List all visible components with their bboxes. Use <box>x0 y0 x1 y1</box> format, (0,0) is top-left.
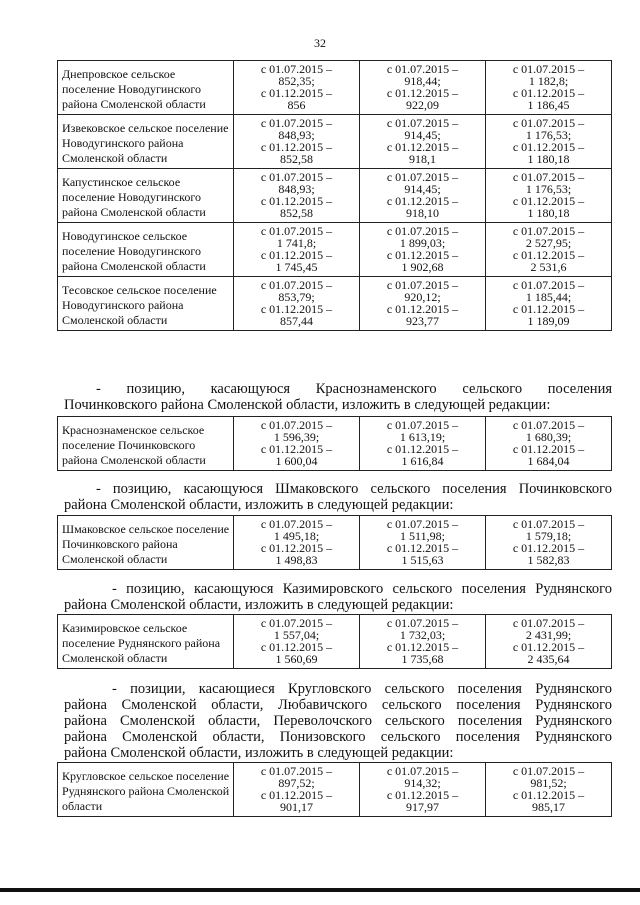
table-row <box>58 277 612 331</box>
tariff-value-line: 852,58 <box>280 152 313 166</box>
paragraph-line: района Смоленской области, Любавичского сельского поселения Руднянского <box>64 697 612 713</box>
paragraph-kazimirovskoe <box>64 581 612 613</box>
tariff-value-line: 1 732,03; <box>399 628 446 642</box>
tariff-cell <box>360 115 486 169</box>
tariff-cell <box>486 763 612 817</box>
table-row <box>58 169 612 223</box>
tariff-value-line: 1 899,03; <box>399 236 446 250</box>
tariff-value-line: 852,58 <box>280 206 313 220</box>
settlement-name: Тесовское сельское поселение Новодугинского района Смоленской области <box>58 277 234 331</box>
tariff-value-line: 1 596,39; <box>273 430 320 444</box>
tariff-cell <box>486 277 612 331</box>
tariff-cell <box>360 763 486 817</box>
tariff-cell <box>234 61 360 115</box>
tariff-value-line: с 01.12.2015 – <box>386 302 459 316</box>
tariff-cell <box>360 417 486 471</box>
settlement-name: Краснознаменское сельское поселение Починковского района Смоленской области <box>58 417 234 471</box>
table-row <box>58 763 612 817</box>
tariff-value-line: 918,10 <box>406 206 439 220</box>
tariff-value-line: с 01.12.2015 – <box>512 788 585 802</box>
bottom-border <box>0 888 640 892</box>
tariff-value-line: 985,17 <box>532 800 565 814</box>
tariff-value-line: с 01.07.2015 – <box>260 418 333 432</box>
tariff-value-line: 1 902,68 <box>401 260 444 274</box>
tariff-value-line: 1 182,8; <box>528 74 569 88</box>
tariff-value-line: 1 185,44; <box>525 290 572 304</box>
tariff-table-novodugino <box>57 60 612 331</box>
tariff-value-line: 1 180,18 <box>527 206 570 220</box>
tariff-value-line: с 01.07.2015 – <box>512 62 585 76</box>
tariff-value-line: 918,1 <box>409 152 436 166</box>
tariff-value-line: с 01.12.2015 – <box>512 302 585 316</box>
tariff-value-line: с 01.12.2015 – <box>386 442 459 456</box>
tariff-value-line: с 01.07.2015 – <box>512 116 585 130</box>
tariff-value-line: 1 680,39; <box>525 430 572 444</box>
tariff-value-line: 1 515,63 <box>401 553 444 567</box>
tariff-cell <box>486 516 612 570</box>
tariff-value-line: 897,52; <box>278 776 315 790</box>
tariff-cell <box>234 516 360 570</box>
table-row <box>58 223 612 277</box>
paragraph-shmakovskoe <box>64 481 612 513</box>
tariff-value-line: с 01.12.2015 – <box>260 640 333 654</box>
tariff-cell <box>234 615 360 669</box>
tariff-value-line: 923,77 <box>406 314 439 328</box>
tariff-value-line: с 01.07.2015 – <box>260 224 333 238</box>
tariff-value-line: с 01.12.2015 – <box>512 248 585 262</box>
tariff-value-line: 848,93; <box>278 182 315 196</box>
tariff-value-line: с 01.07.2015 – <box>512 517 585 531</box>
table-row <box>58 516 612 570</box>
tariff-value-line: с 01.12.2015 – <box>260 86 333 100</box>
tariff-value-line: с 01.07.2015 – <box>386 116 459 130</box>
tariff-cell <box>486 61 612 115</box>
tariff-value-line: 1 189,09 <box>527 314 570 328</box>
tariff-value-line: с 01.12.2015 – <box>260 248 333 262</box>
tariff-value-line: с 01.12.2015 – <box>512 541 585 555</box>
tariff-value-line: с 01.07.2015 – <box>260 517 333 531</box>
tariff-value-line: с 01.12.2015 – <box>386 86 459 100</box>
tariff-value-line: 1 579,18; <box>525 529 572 543</box>
tariff-value-line: с 01.12.2015 – <box>386 194 459 208</box>
tariff-value-line: 1 735,68 <box>401 652 444 666</box>
tariff-value-line: 914,32; <box>404 776 441 790</box>
tariff-value-line: с 01.12.2015 – <box>260 140 333 154</box>
tariff-value-line: 914,45; <box>404 128 441 142</box>
settlement-name: Извековское сельское поселение Новодугинского района Смоленской области <box>58 115 234 169</box>
tariff-value-line: с 01.12.2015 – <box>386 788 459 802</box>
paragraph-line: - позицию, касающуюся Шмаковского сельского поселения Починковского <box>96 481 612 497</box>
tariff-value-line: 1 557,04; <box>273 628 320 642</box>
tariff-value-line: 1 180,18 <box>527 152 570 166</box>
paragraph-line: района Смоленской области, Переволочского сельского поселения Руднянского <box>64 713 612 729</box>
tariff-value-line: с 01.12.2015 – <box>512 140 585 154</box>
tariff-value-line: с 01.12.2015 – <box>512 640 585 654</box>
tariff-value-line: с 01.07.2015 – <box>386 418 459 432</box>
tariff-value-line: с 01.12.2015 – <box>386 248 459 262</box>
tariff-cell <box>360 169 486 223</box>
tariff-value-line: 857,44 <box>280 314 313 328</box>
tariff-value-line: 914,45; <box>404 182 441 196</box>
tariff-value-line: с 01.07.2015 – <box>260 616 333 630</box>
tariff-value-line: с 01.12.2015 – <box>260 194 333 208</box>
paragraph-line: - позицию, касающуюся Краснознаменского сельского поселения <box>96 381 612 397</box>
tariff-value-line: 1 741,8; <box>276 236 317 250</box>
tariff-value-line: 2 435,64 <box>527 652 570 666</box>
tariff-value-line: с 01.07.2015 – <box>512 616 585 630</box>
tariff-value-line: с 01.12.2015 – <box>386 140 459 154</box>
tariff-value-line: 1 176,53; <box>525 182 572 196</box>
tariff-value-line: 848,93; <box>278 128 315 142</box>
paragraph-line: района Смоленской области, Понизовского сельского поселения Руднянского <box>64 729 612 745</box>
tariff-cell <box>360 615 486 669</box>
tariff-table-kazimirovskoe <box>57 614 612 669</box>
paragraph-kruglovskoe <box>64 681 612 761</box>
tariff-value-line: с 01.07.2015 – <box>260 278 333 292</box>
tariff-cell <box>486 615 612 669</box>
tariff-value-line: с 01.07.2015 – <box>512 170 585 184</box>
tariff-table-krasnoznamenskoe <box>57 416 612 471</box>
tariff-cell <box>360 277 486 331</box>
tariff-value-line: 1 176,53; <box>525 128 572 142</box>
tariff-cell <box>486 417 612 471</box>
paragraph-line: - позиции, касающиеся Кругловского сельского поселения Руднянского <box>112 681 612 697</box>
tariff-value-line: 1 613,19; <box>399 430 446 444</box>
tariff-value-line: 852,35; <box>278 74 315 88</box>
table-row <box>58 61 612 115</box>
tariff-value-line: 1 511,98; <box>400 529 445 543</box>
tariff-value-line: с 01.07.2015 – <box>512 418 585 432</box>
tariff-cell <box>360 61 486 115</box>
tariff-value-line: с 01.07.2015 – <box>260 116 333 130</box>
tariff-value-line: с 01.12.2015 – <box>260 302 333 316</box>
tariff-value-line: 1 186,45 <box>527 98 570 112</box>
tariff-table-shmakovskoe <box>57 515 612 570</box>
settlement-name: Новодугинское сельское поселение Новодугинского района Смоленской области <box>58 223 234 277</box>
paragraph-line: района Смоленской области, изложить в следующей редакции: <box>64 597 454 613</box>
tariff-value-line: 922,09 <box>406 98 439 112</box>
settlement-name: Днепровское сельское поселение Новодугинского района Смоленской области <box>58 61 234 115</box>
table-row <box>58 417 612 471</box>
tariff-cell <box>486 115 612 169</box>
tariff-value-line: с 01.07.2015 – <box>386 764 459 778</box>
tariff-value-line: 1 616,84 <box>401 454 444 468</box>
tariff-value-line: 2 431,99; <box>525 628 572 642</box>
tariff-cell <box>486 169 612 223</box>
tariff-cell <box>234 223 360 277</box>
tariff-value-line: 856 <box>287 98 306 112</box>
tariff-value-line: 1 745,45 <box>275 260 318 274</box>
settlement-name: Капустинское сельское поселение Новодугинского района Смоленской области <box>58 169 234 223</box>
tariff-value-line: с 01.12.2015 – <box>512 194 585 208</box>
tariff-value-line: 918,44; <box>404 74 441 88</box>
tariff-value-line: 1 600,04 <box>275 454 318 468</box>
tariff-value-line: 1 684,04 <box>527 454 570 468</box>
tariff-value-line: 853,79; <box>278 290 315 304</box>
tariff-value-line: с 01.07.2015 – <box>512 224 585 238</box>
tariff-value-line: с 01.07.2015 – <box>260 170 333 184</box>
tariff-value-line: 1 495,18; <box>273 529 320 543</box>
tariff-value-line: с 01.07.2015 – <box>386 224 459 238</box>
table-row <box>58 115 612 169</box>
paragraph-line: - позицию, касающуюся Казимировского сельского поселения Руднянского <box>112 581 612 597</box>
tariff-cell <box>234 169 360 223</box>
tariff-value-line: с 01.12.2015 – <box>260 788 333 802</box>
tariff-value-line: с 01.07.2015 – <box>260 764 333 778</box>
settlement-name: Шмаковское сельское поселение Починковского района Смоленской области <box>58 516 234 570</box>
tariff-value-line: 2 531,6 <box>530 260 567 274</box>
tariff-value-line: 1 582,83 <box>527 553 570 567</box>
tariff-cell <box>234 417 360 471</box>
tariff-value-line: с 01.12.2015 – <box>386 541 459 555</box>
tariff-cell <box>234 277 360 331</box>
tariff-value-line: с 01.12.2015 – <box>260 541 333 555</box>
page-number: 32 <box>314 36 326 50</box>
tariff-cell <box>360 516 486 570</box>
tariff-value-line: с 01.07.2015 – <box>260 62 333 76</box>
tariff-value-line: с 01.12.2015 – <box>386 640 459 654</box>
tariff-cell <box>360 223 486 277</box>
tariff-value-line: 1 560,69 <box>275 652 318 666</box>
table-row <box>58 615 612 669</box>
tariff-value-line: с 01.07.2015 – <box>386 170 459 184</box>
tariff-value-line: с 01.07.2015 – <box>386 278 459 292</box>
tariff-table-kruglovskoe <box>57 762 612 817</box>
tariff-value-line: с 01.07.2015 – <box>512 764 585 778</box>
tariff-cell <box>486 223 612 277</box>
tariff-cell <box>234 115 360 169</box>
tariff-value-line: с 01.07.2015 – <box>512 278 585 292</box>
tariff-value-line: 1 498,83 <box>275 553 318 567</box>
tariff-value-line: 917,97 <box>406 800 439 814</box>
paragraph-line: района Смоленской области, изложить в следующей редакции: <box>64 497 454 513</box>
tariff-value-line: 920,12; <box>404 290 441 304</box>
tariff-value-line: с 01.07.2015 – <box>386 62 459 76</box>
paragraph-line: Починковского района Смоленской области, изложить в следующей редакции: <box>64 397 551 413</box>
tariff-value-line: с 01.07.2015 – <box>386 616 459 630</box>
tariff-value-line: с 01.07.2015 – <box>386 517 459 531</box>
tariff-value-line: с 01.12.2015 – <box>512 442 585 456</box>
tariff-value-line: 2 527,95; <box>525 236 572 250</box>
tariff-value-line: с 01.12.2015 – <box>512 86 585 100</box>
tariff-value-line: 981,52; <box>530 776 567 790</box>
settlement-name: Казимировское сельское поселение Руднянского района Смоленской области <box>58 615 234 669</box>
tariff-cell <box>234 763 360 817</box>
tariff-value-line: 901,17 <box>280 800 313 814</box>
settlement-name: Кругловское сельское поселение Руднянского района Смоленской области <box>58 763 234 817</box>
paragraph-krasnoznamenskoe <box>64 381 612 413</box>
tariff-value-line: с 01.12.2015 – <box>260 442 333 456</box>
paragraph-line: района Смоленской области, изложить в следующей редакции: <box>64 745 454 761</box>
